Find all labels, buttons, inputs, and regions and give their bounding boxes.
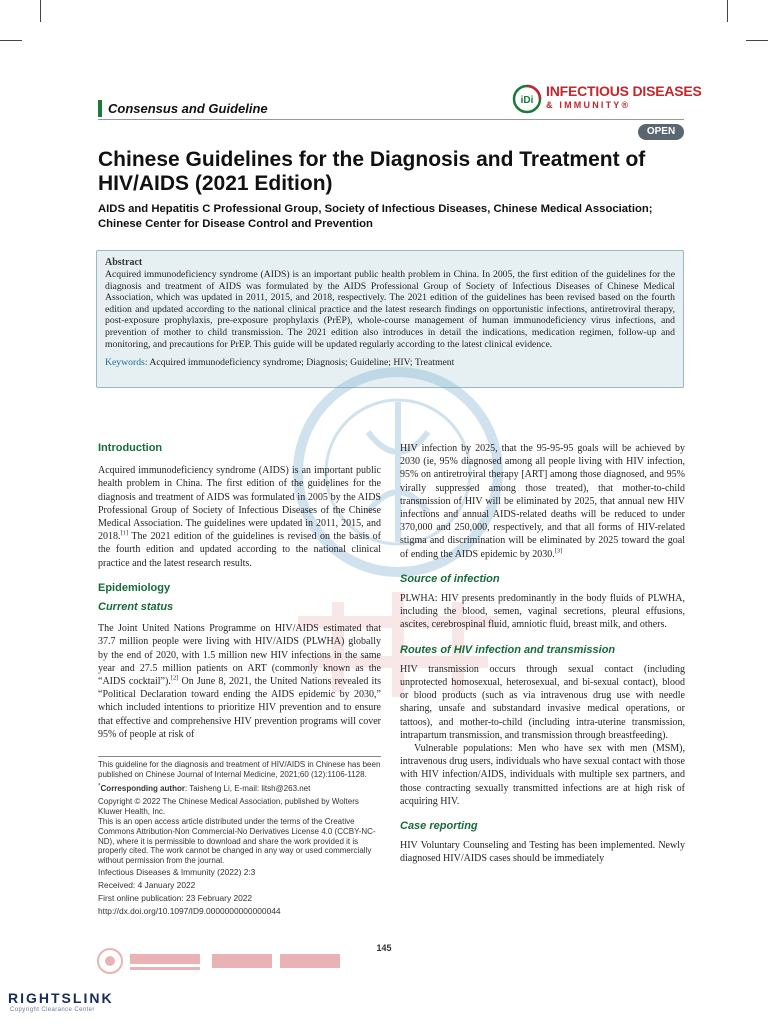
abstract-box [96, 250, 684, 388]
epidemiology-heading: Epidemiology [98, 581, 171, 594]
introduction-heading: Introduction [98, 442, 163, 454]
rightslink-logo[interactable] [8, 990, 158, 1020]
keywords [105, 357, 675, 369]
current-status-heading: Current status [98, 601, 174, 614]
online-date: First online publication: 23 February 2022 [98, 892, 253, 903]
license-notice: This is an open access article distributed under the terms of the Creative Commons Attribution-Non Commercial-No Derivatives License 4.0 (CCBY-NC-ND), where it is permissible to download and share the work provided it is properly cited. The work cannot be changed in any way or used commercially without permission from the journal. [98, 816, 376, 866]
current-status-text: The Joint United Nations Programme on HIV/AIDS estimated that 37.7 million people were living with HIV/AIDS (PLWHA) globally by the end of 2020, with 1.5 million new HIV infections in the same year and 27.5 million patients on ART (commonly known as the “AIDS cocktail”). [98, 623, 381, 688]
corresponding-author [98, 781, 381, 794]
journal-logo[interactable] [512, 82, 702, 118]
footnote-rule [98, 756, 381, 757]
source-of-infection-paragraph: PLWHA: HIV presents predominantly in the body fluids of PLWHA, including the blood, semen, vaginal secretions, pleural effusions, ascites, cerebrospinal fluid, amniotic fluid, breast milk, and others. [400, 593, 685, 631]
copyright-notice: Copyright © 2022 The Chinese Medical Association, published by Wolters Kluwer Health, Inc. [98, 797, 359, 817]
footnotes [98, 760, 381, 918]
rightslink-subtext: Copyright Clearance Center [10, 1007, 95, 1013]
page-number: 145 [376, 943, 392, 953]
journal-logo-icon [512, 84, 542, 114]
journal-logo-mark: iDi [520, 95, 534, 106]
footnote-publication: This guideline for the diagnosis and treatment of HIV/AIDS in Chinese has been published on Chinese Journal of Internal Medicine, 2021;60 (12):1106-1128. [98, 760, 381, 779]
received-date: Received: 4 January 2022 [98, 879, 196, 890]
case-reporting-heading: Case reporting [400, 820, 478, 833]
right-column [400, 442, 685, 866]
keywords-text: Acquired immunodeficiency syndrome; Diagnosis; Guideline; HIV; Treatment [149, 357, 455, 369]
source-of-infection-heading: Source of infection [400, 572, 500, 585]
citation-link[interactable]: [3] [554, 547, 563, 555]
vulnerable-populations-paragraph: Vulnerable populations: Men who have sex with men (MSM), intravenous drug users, individuals who have sexual contact with those with HIV infection/AIDS, individuals with multiple sex partners, and those contracting sexually transmitted infections are at high risk of acquiring HIV. [400, 743, 685, 807]
abstract-text: Acquired immunodeficiency syndrome (AIDS) is an important public health problem in China. In 2005, the first edition of the guidelines for the diagnosis and treatment of AIDS was formulated by the AIDS Professional Group of Society of Infectious Diseases of Chinese Medical Association, which was updated in 2011, 2015, and 2018, respectively. The 2021 edition of the guidelines has been revised based on the fourth edition and updated according to the national clinical practice and the latest research findings on opportunistic infections, antiretroviral therapy, post-exposure prophylaxis, pre-exposure prophylaxis (PrEP), whole-course management of human immunodeficiency virus infections, and prevention of mother to child transmission. The 2021 edition also introduces in detail the indications, medication regimen, follow-up and monitoring, and precautions for PrEP. This guide will be updated regularly according to the latest clinical evidence. [105, 269, 675, 350]
current-status-paragraph [98, 622, 381, 741]
article-title: Chinese Guidelines for the Diagnosis and Treatment of HIV/AIDS (2021 Edition) [98, 148, 646, 195]
left-column [98, 442, 381, 741]
article-authors: AIDS and Hepatitis C Professional Group, Society of Infectious Diseases, Chinese Medical Association; Chinese Center for Disease Control and Prevention [98, 203, 653, 230]
rightslink-text: RIGHTSLINK [8, 990, 114, 1006]
publisher-logo-icon [96, 946, 346, 976]
journal-citation: Infectious Diseases & Immunity (2022) 2:3 [98, 866, 256, 877]
section-label-bar [98, 100, 102, 117]
section-label-text: Consensus and Guideline [108, 101, 268, 116]
open-access-badge: OPEN [638, 124, 684, 140]
epidemiology-continued-paragraph [400, 442, 685, 561]
crop-mark [746, 40, 768, 41]
abstract-heading: Abstract [105, 257, 143, 268]
routes-of-transmission-heading: Routes of HIV infection and transmission [400, 643, 616, 656]
crop-mark [727, 0, 728, 22]
case-reporting-paragraph: HIV Voluntary Counseling and Testing has been implemented. Newly diagnosed HIV/AIDS cases should be immediately [400, 840, 685, 865]
doi-link[interactable]: http://dx.doi.org/10.1097/ID9.0000000000000044 [98, 905, 281, 916]
citation-link[interactable]: [1] [120, 529, 129, 537]
introduction-paragraph [98, 464, 381, 570]
citation-link[interactable]: [2] [170, 674, 179, 682]
section-label [98, 100, 268, 117]
crop-mark [0, 40, 22, 41]
current-status-text-end: On June 8, 2021, the United Nations revealed its “Political Declaration toward ending the AIDS epidemic by 2030,” which included intentions to prioritize HIV prevention and to ensure that effective and comprehensive HIV prevention programs will cover 95% of people at risk of [98, 676, 381, 740]
journal-name: INFECTIOUS DISEASES [546, 83, 702, 99]
epidemiology-continued-text: HIV infection by 2025, that the 95-95-95 goals will be achieved by 2030 (ie, 95% diagnosed among all people living with HIV infection, 95% on antiretroviral therapy [ART] among those diagnosed, and 95% virally suppressed among those treated), that mother-to-child transmission of HIV will be eliminated by 2025, that annual new HIV infections and annual AIDS-related deaths will be reduced to under 370,000 and 250,000, respectively, and that all forms of HIV-related stigma and discrimination will be eliminated by 2025 toward the goal of ending the AIDS epidemic by 2030. [400, 443, 685, 560]
corresponding-author-contact[interactable]: : Taisheng Li, E-mail: litsh@263.net [184, 783, 311, 793]
corresponding-marker: * [98, 781, 101, 789]
header-rule [98, 119, 684, 120]
corresponding-author-label: Corresponding author [100, 783, 185, 793]
introduction-text-end: The 2021 edition of the guidelines is revised on the basis of the fourth edition and updated according to the national clinical practice and the latest research results. [98, 531, 381, 569]
introduction-text: Acquired immunodeficiency syndrome (AIDS) is an important public health problem in China. The first edition of the guidelines for the diagnosis and treatment of AIDS was formulated in 2005 by the AIDS Professional Group of Society of Infectious Diseases of the Chinese Medical Association. The guidelines were updated in 2011, 2015, and 2018. [98, 465, 381, 543]
journal-name-sub: & IMMUNITY® [546, 100, 631, 110]
routes-of-transmission-paragraph: HIV transmission occurs through sexual contact (including unprotected homosexual, heterosexual, and bi-sexual contact), blood or blood products (such as via intravenous drug use with needle sharing, unsafe and substandard invasive medical operations, or tattoos), and mother-to-child (including intra-uterine transmission, intrapartum transmission, and transmission through breastfeeding). [400, 663, 685, 741]
keywords-label: Keywords: [105, 357, 148, 369]
crop-mark [40, 0, 41, 22]
